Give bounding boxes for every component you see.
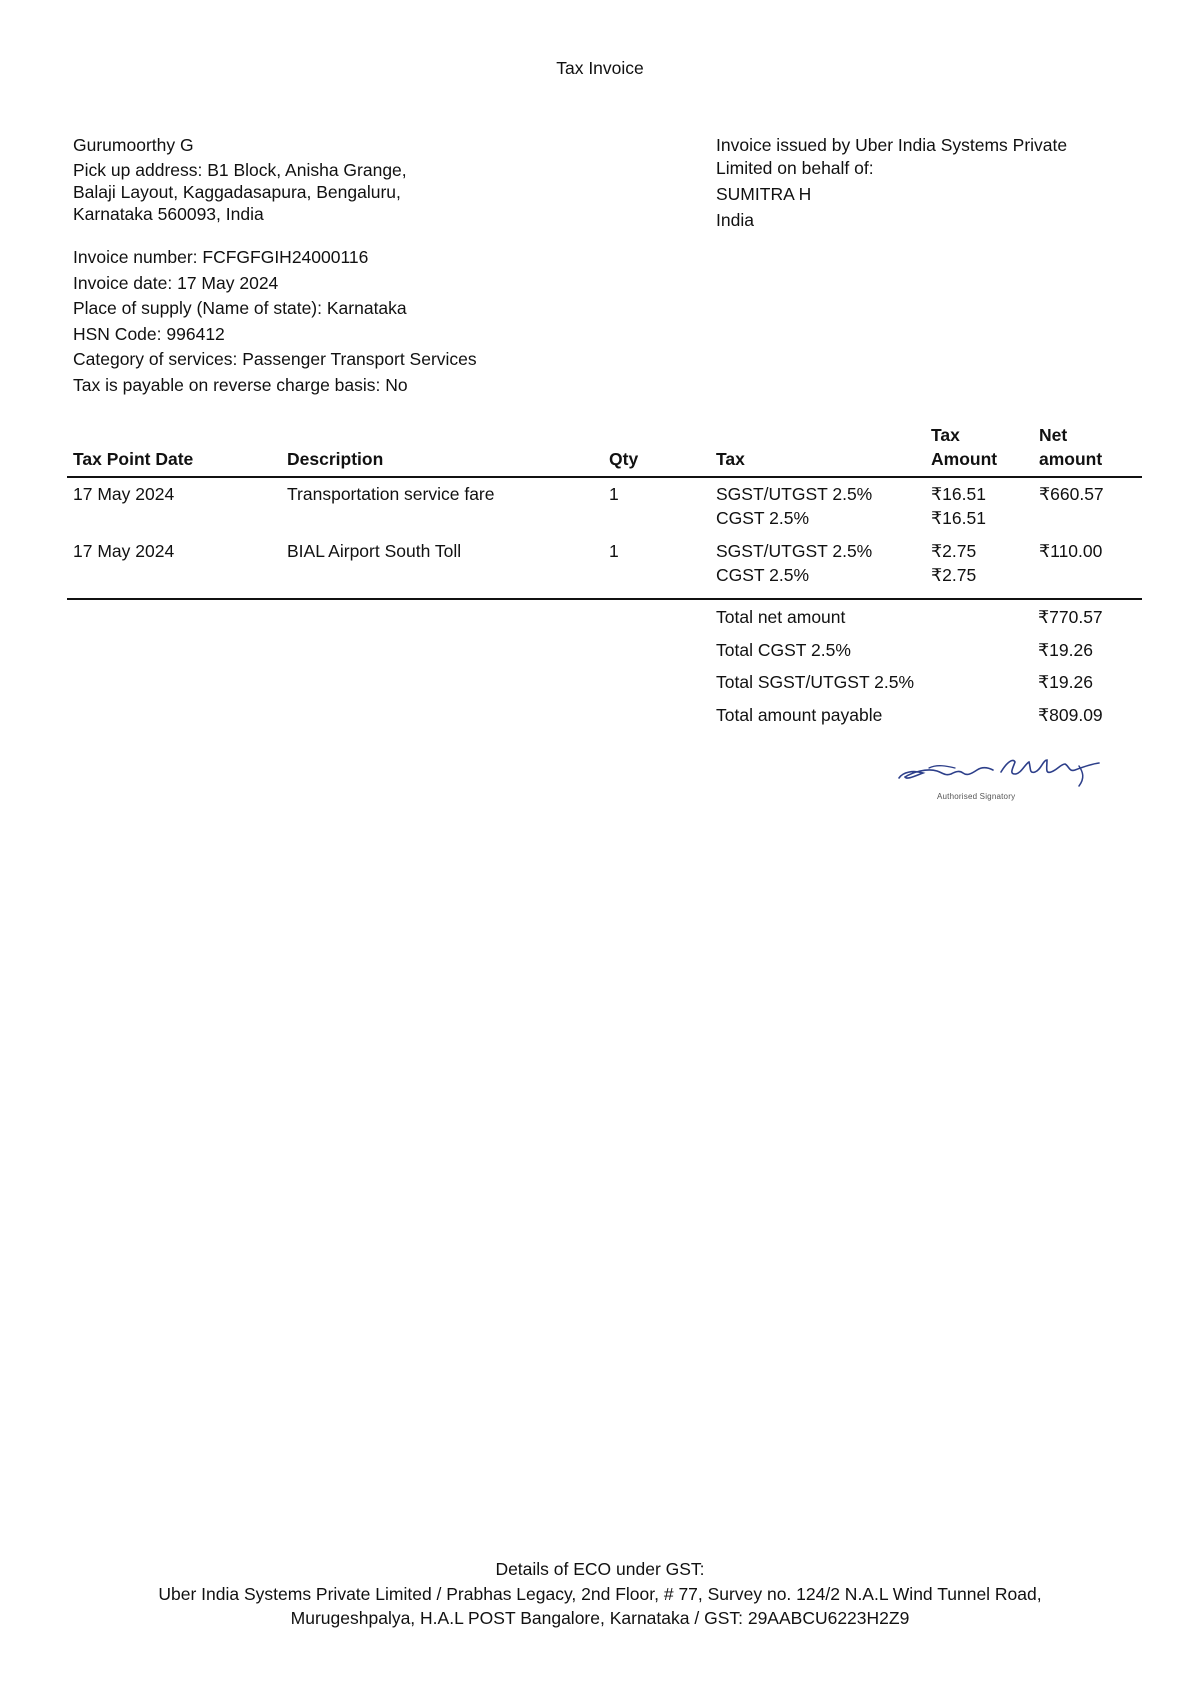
total-sgst-row xyxy=(716,672,1146,705)
total-value: ₹809.09 xyxy=(1038,704,1103,725)
invoice-number-label: Invoice number: xyxy=(73,247,198,267)
hsn-code-label: HSN Code: xyxy=(73,323,162,344)
row-qty: 1 xyxy=(609,484,619,504)
invoice-date-label: Invoice date: xyxy=(73,272,173,293)
row-net-amount: ₹110.00 xyxy=(1039,541,1103,561)
footer-heading: Details of ECO under GST: xyxy=(495,1559,705,1579)
tax-name: CGST 2.5% xyxy=(716,507,810,528)
hsn-code-value: 996412 xyxy=(166,323,225,344)
row-taxes xyxy=(716,540,872,587)
page-title: Tax Invoice xyxy=(556,58,644,78)
customer-name: Gurumoorthy G xyxy=(73,135,194,155)
table-header-rule xyxy=(67,476,1142,478)
authorised-signature xyxy=(893,752,1133,806)
total-net-amount-row xyxy=(716,607,1146,640)
issuer-block xyxy=(716,134,1136,232)
header-description: Description xyxy=(287,449,384,469)
total-label: Total SGST/UTGST 2.5% xyxy=(716,672,915,692)
row-tax-amounts xyxy=(931,540,976,587)
tax-amount: ₹2.75 xyxy=(931,564,977,585)
eco-details-footer xyxy=(0,1557,1200,1631)
driver-name: SUMITRA H xyxy=(716,184,812,204)
header-net-amount-line2: amount xyxy=(1039,449,1103,469)
header-qty: Qty xyxy=(609,449,639,469)
total-cgst-row xyxy=(716,640,1146,673)
tax-amount: ₹16.51 xyxy=(931,507,986,528)
issuer-country: India xyxy=(716,210,754,230)
tax-name: CGST 2.5% xyxy=(716,564,810,585)
header-tax: Tax xyxy=(716,449,745,469)
place-of-supply-label: Place of supply (Name of state): xyxy=(73,298,322,318)
pickup-address-line: Balaji Layout, Kaggadasapura, Bengaluru, xyxy=(73,182,401,202)
table-footer-rule xyxy=(67,598,1142,600)
category-row xyxy=(73,347,693,373)
tax-amount: ₹16.51 xyxy=(931,484,986,504)
category-label: Category of services: xyxy=(73,349,238,369)
total-value: ₹19.26 xyxy=(1038,639,1093,660)
tax-name: SGST/UTGST 2.5% xyxy=(716,541,873,561)
invoice-number-value: FCFGFGIH24000116 xyxy=(202,247,369,267)
invoice-number-row xyxy=(73,245,693,271)
total-payable-row xyxy=(716,705,1146,738)
total-value: ₹19.26 xyxy=(1038,672,1093,692)
row-taxes xyxy=(716,483,872,530)
row-description: BIAL Airport South Toll xyxy=(287,541,462,561)
total-label: Total net amount xyxy=(716,607,846,627)
pickup-address-line: Pick up address: B1 Block, Anisha Grange, xyxy=(73,160,407,180)
category-value: Passenger Transport Services xyxy=(242,349,477,369)
footer-address-line: Uber India Systems Private Limited / Prabhas Legacy, 2nd Floor, # 77, Survey no. 124/2 N.A.L Wind Tunnel Road, xyxy=(158,1583,1042,1604)
invoice-date-value: 17 May 2024 xyxy=(177,272,279,293)
reverse-charge-row xyxy=(73,373,693,399)
row-date: 17 May 2024 xyxy=(73,484,175,504)
header-tax-amount-line2: Amount xyxy=(931,449,998,469)
total-value: ₹770.57 xyxy=(1038,607,1103,627)
row-net-amount: ₹660.57 xyxy=(1039,484,1104,504)
invoice-date-row xyxy=(73,271,693,297)
tax-name: SGST/UTGST 2.5% xyxy=(716,484,873,504)
tax-amount: ₹2.75 xyxy=(931,541,977,561)
row-description: Transportation service fare xyxy=(287,484,495,504)
reverse-charge-label: Tax is payable on reverse charge basis: xyxy=(73,374,381,395)
total-label: Total CGST 2.5% xyxy=(716,639,851,660)
issuer-line: Invoice issued by Uber India Systems Private xyxy=(716,135,1068,155)
reverse-charge-value: No xyxy=(385,374,408,395)
total-label: Total amount payable xyxy=(716,704,883,725)
place-of-supply-row xyxy=(73,296,693,322)
row-date: 17 May 2024 xyxy=(73,541,175,561)
header-net-amount-line1: Net xyxy=(1039,425,1068,445)
hsn-code-row xyxy=(73,322,693,348)
row-qty: 1 xyxy=(609,541,619,561)
signature-caption: Authorised Signatory xyxy=(937,792,1016,801)
row-tax-amounts xyxy=(931,483,986,530)
footer-address-line: Murugeshpalya, H.A.L POST Bangalore, Karnataka / GST: 29AABCU6223H2Z9 xyxy=(290,1608,910,1628)
header-tax-amount-line1: Tax xyxy=(931,425,960,445)
totals-block xyxy=(716,607,1146,737)
pickup-address-line: Karnataka 560093, India xyxy=(73,204,264,224)
customer-block xyxy=(73,134,633,225)
place-of-supply-value: Karnataka xyxy=(326,298,407,318)
invoice-details xyxy=(73,245,693,398)
header-tax-point-date: Tax Point Date xyxy=(73,449,194,469)
issuer-line: Limited on behalf of: xyxy=(716,158,874,178)
